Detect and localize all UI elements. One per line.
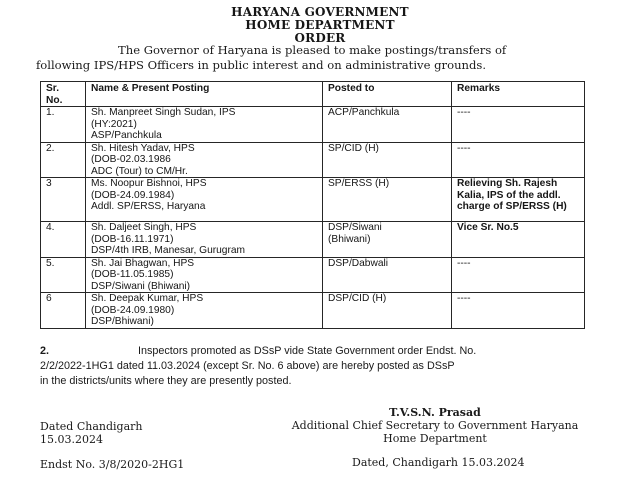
remarks-text: ---- (457, 257, 471, 269)
table-row (41, 107, 585, 143)
para-2-text-1: Inspectors promoted as DSsP vide State Government order Endst. No. (138, 345, 477, 357)
posted-line-2: (Bhiwani) (328, 233, 371, 245)
posted-line: DSP/CID (H) (328, 293, 387, 304)
cell-sr: 4. (41, 222, 86, 258)
cell-name (86, 178, 323, 222)
table-row (41, 222, 585, 258)
header-sr-no: Sr. No. (41, 82, 86, 107)
cell-posted (323, 107, 452, 143)
cell-sr: 6 (41, 293, 86, 329)
table-row (41, 178, 585, 222)
present-posting: ADC (Tour) to CM/Hr. (91, 165, 188, 177)
officer-name: Sh. Daljeet Singh, HPS (91, 222, 197, 233)
cell-posted (323, 178, 452, 222)
remarks-text: ---- (457, 107, 471, 118)
endst-number: Endst No. 3/8/2020-2HG1 (40, 458, 185, 471)
present-posting: DSP/Bhiwani) (91, 316, 154, 327)
table-header-row (41, 82, 585, 107)
cell-posted (323, 142, 452, 178)
cell-sr: 3 (41, 178, 86, 222)
dated-label: Dated Chandigarh (40, 420, 143, 433)
posted-line: DSP/Siwani (328, 222, 382, 233)
cell-sr: 2. (41, 142, 86, 178)
cell-name (86, 142, 323, 178)
header-department: HOME DEPARTMENT (245, 18, 395, 32)
officer-detail: (DOB-11.05.1985) (91, 269, 174, 280)
posted-line: ACP/Panchkula (328, 107, 400, 118)
signature-block (270, 406, 600, 445)
signatory-designation: Additional Chief Secretary to Government Haryana (291, 419, 579, 432)
cell-sr: 1. (41, 107, 86, 143)
para-2-line-1 (40, 344, 610, 359)
header-order: ORDER (294, 31, 346, 45)
dated-block (40, 420, 143, 446)
present-posting: DSP/4th IRB, Manesar, Gurugram (91, 245, 246, 256)
table-row (41, 293, 585, 329)
cell-posted (323, 293, 452, 329)
cell-name (86, 257, 323, 293)
officer-detail: (DOB-24.09.1984) (91, 189, 175, 201)
cell-name (86, 222, 323, 258)
present-posting: DSP/Siwani (Bhiwani) (91, 280, 191, 292)
para-2-line-3: in the districts/units where they are presently posted. (40, 375, 292, 387)
remarks-text: ---- (457, 142, 471, 154)
postings-table (40, 81, 585, 329)
table-row (41, 257, 585, 293)
present-posting: ASP/Panchkula (91, 130, 162, 141)
intro-paragraph (36, 43, 604, 73)
officer-detail: (DOB-24.09.1980) (91, 304, 175, 316)
cell-remarks (452, 142, 585, 178)
cell-name (86, 293, 323, 329)
signatory-name: T.V.S.N. Prasad (389, 406, 481, 419)
posted-line: DSP/Dabwali (328, 257, 389, 269)
officer-detail: (DOB-16.11.1971) (91, 233, 174, 245)
cell-sr: 5. (41, 257, 86, 293)
officer-name: Sh. Manpreet Singh Sudan, IPS (91, 107, 236, 118)
cell-posted (323, 257, 452, 293)
header-posted-to: Posted to (323, 82, 452, 107)
remarks-text: ---- (457, 293, 471, 304)
table-row (41, 142, 585, 178)
officer-name: Sh. Deepak Kumar, HPS (91, 293, 204, 304)
para-2-number: 2. (40, 345, 50, 357)
para-2-line-2: 2/2/2022-1HG1 dated 11.03.2024 (except Sr. No. 6 above) are hereby posted as DSsP (40, 360, 455, 372)
posted-line: SP/CID (H) (328, 142, 379, 154)
officer-detail: (HY:2021) (91, 118, 137, 130)
intro-line-1: The Governor of Haryana is pleased to make postings/transfers of (118, 43, 507, 57)
cell-remarks (452, 257, 585, 293)
officer-detail: (DOB-02.03.1986 (91, 154, 171, 165)
intro-line-2: following IPS/HPS Officers in public interest and on administrative grounds. (36, 58, 487, 72)
cell-remarks (452, 293, 585, 329)
cell-remarks (452, 178, 585, 222)
cell-posted (323, 222, 452, 258)
header-government: HARYANA GOVERNMENT (231, 5, 409, 19)
officer-name: Sh. Hitesh Yadav, HPS (91, 142, 195, 154)
header-remarks: Remarks (452, 82, 585, 107)
header-name-posting: Name & Present Posting (86, 82, 323, 107)
remarks-text: Relieving Sh. Rajesh Kalia, IPS of the addl. charge of SP/ERSS (H) (457, 178, 567, 212)
posted-line: SP/ERSS (H) (328, 178, 390, 189)
dated-date: 15.03.2024 (40, 433, 103, 446)
cell-name (86, 107, 323, 143)
officer-name: Ms. Noopur Bishnoi, HPS (91, 178, 207, 189)
paragraph-2 (40, 344, 610, 389)
cell-remarks (452, 107, 585, 143)
endst-dated: Dated, Chandigarh 15.03.2024 (352, 456, 525, 469)
present-posting: Addl. SP/ERSS, Haryana (91, 201, 206, 212)
officer-name: Sh. Jai Bhagwan, HPS (91, 257, 195, 269)
cell-remarks (452, 222, 585, 258)
remarks-text: Vice Sr. No.5 (457, 222, 519, 233)
signatory-department: Home Department (383, 432, 487, 445)
